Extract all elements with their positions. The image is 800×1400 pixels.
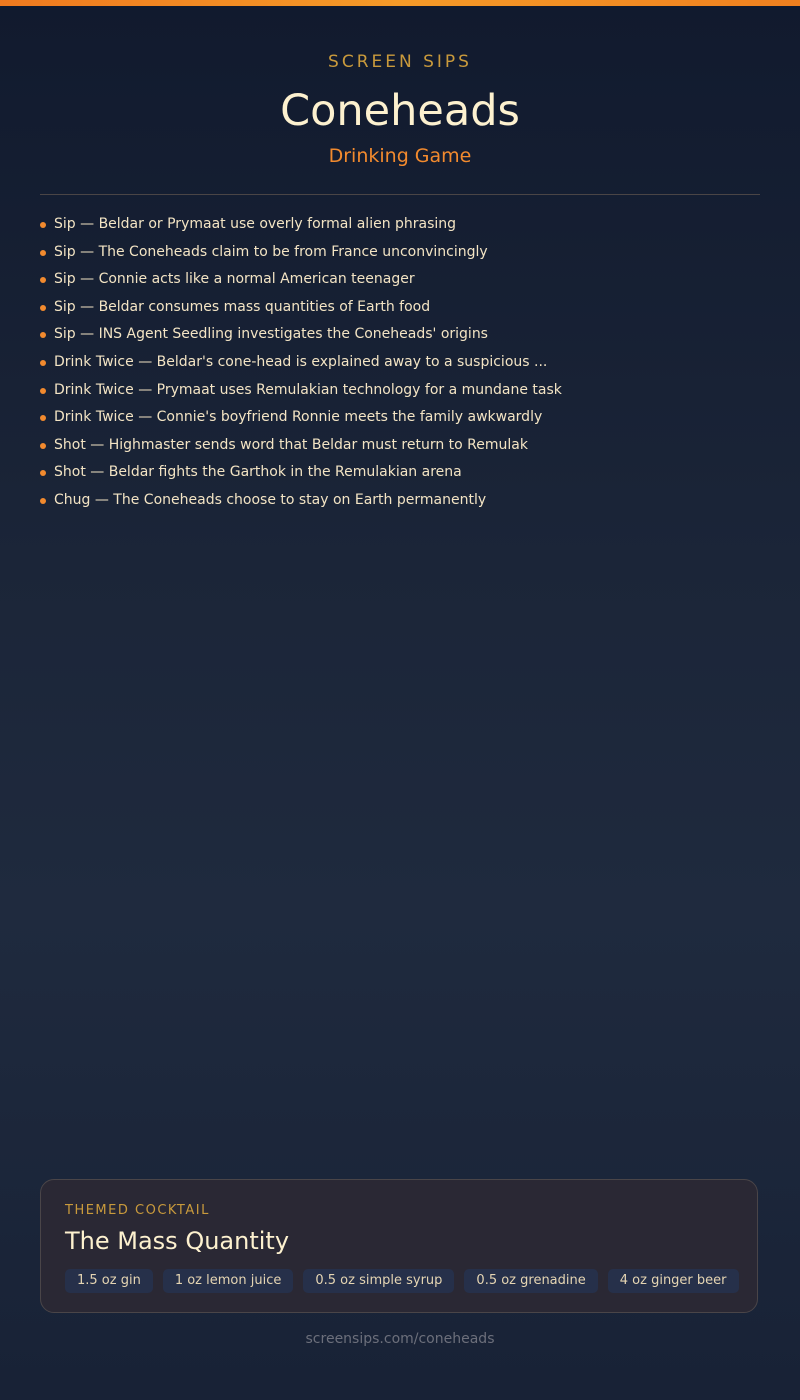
rule-item [40, 294, 760, 322]
top-accent-bar [0, 0, 800, 6]
rule-item [40, 432, 760, 460]
rule-text: Sip — Beldar consumes mass quantities of Earth food [54, 298, 431, 315]
ingredient-chip: 1.5 oz gin [65, 1269, 153, 1293]
rule-text: Sip — INS Agent Seedling investigates the Coneheads' origins [54, 326, 488, 343]
rule-text: Sip — The Coneheads claim to be from France unconvincingly [54, 243, 488, 260]
ingredient-list [65, 1269, 739, 1293]
rule-text: Sip — Beldar or Prymaat use overly formal alien phrasing [54, 216, 457, 232]
rule-item [40, 377, 760, 405]
footer-url: screensips.com/coneheads [305, 1331, 495, 1347]
rule-item [40, 487, 760, 515]
cocktail-label: THEMED COCKTAIL [65, 1203, 210, 1218]
ingredient-chip: 1 oz lemon juice [163, 1269, 294, 1293]
rule-text: Sip — Connie acts like a normal American teenager [54, 271, 415, 288]
page-title: Coneheads [280, 86, 520, 136]
bullet-icon [40, 388, 46, 394]
bullet-icon [40, 222, 46, 228]
rule-text: Chug — The Coneheads choose to stay on Earth permanently [54, 491, 487, 508]
rules-list [40, 211, 760, 515]
cocktail-name: The Mass Quantity [65, 1227, 290, 1255]
bullet-icon [40, 305, 46, 311]
brand-label: SCREEN SIPS [328, 52, 472, 72]
ingredient-chip: 4 oz ginger beer [608, 1269, 739, 1293]
ingredient-chip: 0.5 oz simple syrup [303, 1269, 454, 1293]
bullet-icon [40, 250, 46, 256]
rule-item [40, 321, 760, 349]
rule-text: Drink Twice — Connie's boyfriend Ronnie meets the family awkwardly [54, 409, 543, 426]
rule-item [40, 349, 760, 377]
rule-text: Shot — Beldar fights the Garthok in the Remulakian arena [54, 464, 462, 481]
page-subtitle: Drinking Game [328, 145, 472, 167]
bullet-icon [40, 415, 46, 421]
rule-text: Drink Twice — Prymaat uses Remulakian technology for a mundane task [54, 381, 562, 398]
bullet-icon [40, 277, 46, 283]
rule-item [40, 239, 760, 267]
bullet-icon [40, 332, 46, 338]
bullet-icon [40, 470, 46, 476]
cocktail-card [40, 1179, 758, 1313]
header-divider [40, 194, 760, 195]
rule-item [40, 459, 760, 487]
ingredient-chip: 0.5 oz grenadine [464, 1269, 597, 1293]
bullet-icon [40, 360, 46, 366]
bullet-icon [40, 443, 46, 449]
rule-text: Drink Twice — Beldar's cone-head is explained away to a suspicious ... [54, 353, 548, 370]
rule-item [40, 266, 760, 294]
rule-item [40, 211, 760, 239]
rule-text: Shot — Highmaster sends word that Beldar must return to Remulak [54, 436, 528, 453]
bullet-icon [40, 498, 46, 504]
rule-item [40, 404, 760, 432]
